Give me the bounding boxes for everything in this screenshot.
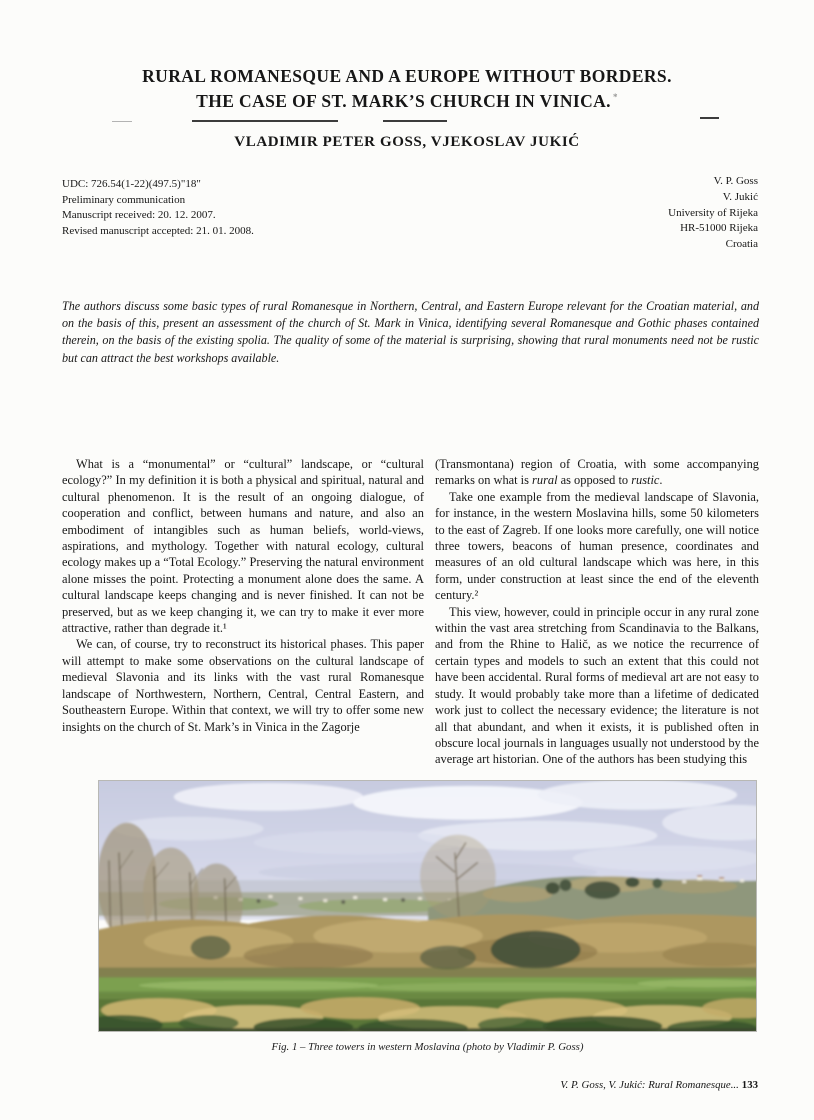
accepted-date: Revised manuscript accepted: 21. 01. 2008. [62,224,254,237]
affiliation-line: HR-51000 Rijeka [680,222,758,235]
title-rule-fragment [112,121,132,122]
article-title [0,66,814,112]
affiliation-line: University of Rijeka [668,206,758,219]
left-column [62,456,424,768]
running-head: V. P. Goss, V. Jukić: Rural Romanesque... [560,1079,739,1091]
title-line-1: RURAL ROMANESQUE AND A EUROPE WITHOUT BORDERS. [142,66,672,86]
author-affiliation [668,174,758,253]
publication-meta [62,177,254,239]
body-paragraph: What is a “monumental” or “cultural” landscape, or “cultural ecology?” In my definition it is both a physical and spiritual, natural and cultural phenomenon. It is the result of an ongoing dialogue, of cooperation and conflict, between humans and nature, and also an embodiment of intangibles such as human beliefs, world-views, aspirations, and mythology. Together with natural ecology, cultural ecology makes up a “Total Ecology.” Preserving the natural environment alone misses the point. Protecting a monument alone does the same. A cultural landscape keeps changing and is never finished. It can not be preserved, but as we keep changing it, we can try to make it ever more attractive, rather than degrade it.¹ [62,457,424,636]
affiliation-line: V. Jukić [722,190,758,203]
body-paragraph: Take one example from the medieval landscape of Slavonia, for instance, in the western Moslavina hills, some 50 kilometers to the east of Zagreb. If one looks more carefully, one will notice three towers, beacons of human presence, coordinates and measures of an old cultural landscape which was here, in this form, under construction at least since the end of the eleventh century.² [435,489,759,603]
title-rule-fragment [700,117,719,119]
right-column [435,456,759,768]
emphasis-rustic: rustic [631,473,660,488]
paragraph-text: . [659,473,663,488]
title-rule-fragment [192,120,338,122]
page-number: 133 [741,1079,758,1091]
udc-line: UDC: 726.54(1-22)(497.5)"18" [62,178,201,190]
figure-caption: Fig. 1 – Three towers in western Moslavina (photo by Vladimir P. Goss) [271,1041,584,1053]
page-footer [560,1079,758,1091]
body-paragraph: We can, of course, try to reconstruct its historical phases. This paper will attempt to make some observations on the cultural landscape of medieval Slavonia and its links with the vast rural Romanesque landscape of Northwestern, Northern, Central, Central Eastern, and Southeastern Europe. Within that context, we will try to offer some new insights on the church of St. Mark’s in Vinica in the Zagorje [62,637,424,734]
title-rule-fragment [383,120,447,122]
body-paragraph [435,456,759,489]
article-authors: VLADIMIR PETER GOSS, VJEKOSLAV JUKIĆ [234,134,580,150]
landscape-photo [98,780,757,1032]
communication-type: Preliminary communication [62,193,186,206]
affiliation-line: Croatia [725,238,758,251]
emphasis-rural: rural [532,473,558,488]
title-footnote-mark: * [612,92,618,102]
body-paragraph: This view, however, could in principle occur in any rural zone within the vast area stretching from Scandinavia to the Balkans, and from the Rhine to Halič, as we notice the recurrence of certain types and models to such an extent that this could not have been accidental. Rural forms of medieval art are not easy to study. It would probably take more than a lifetime of dedicated work just to collect the necessary evidence; the literature is not all that abundant, and when it exists, it is published often in obscure local journals in languages usually not understood by the average art historian. One of the authors has been studying this [435,604,759,767]
affiliation-line: V. P. Goss [713,175,758,187]
title-line-2: THE CASE OF ST. MARK’S CHURCH IN VINICA. [196,90,611,111]
received-date: Manuscript received: 20. 12. 2007. [62,209,216,221]
body-columns [62,456,759,768]
abstract: The authors discuss some basic types of rural Romanesque in Northern, Central, and Eastern Europe relevant for the Croatian material, and on the basis of this, present an assessment of the church of St. Mark in Vinica, identifying several Romanesque and Gothic phases contained therein, on the basis of the existing spolia. The quality of some of the material is surprising, showing that rural monuments need not be rustic but can attract the best workshops available. [62,299,759,365]
figure-1 [98,780,757,1053]
paragraph-text: as opposed to [557,473,632,488]
paragraph-text: (Transmontana) region of Croatia, with some accompanying remarks on what is [435,457,759,488]
